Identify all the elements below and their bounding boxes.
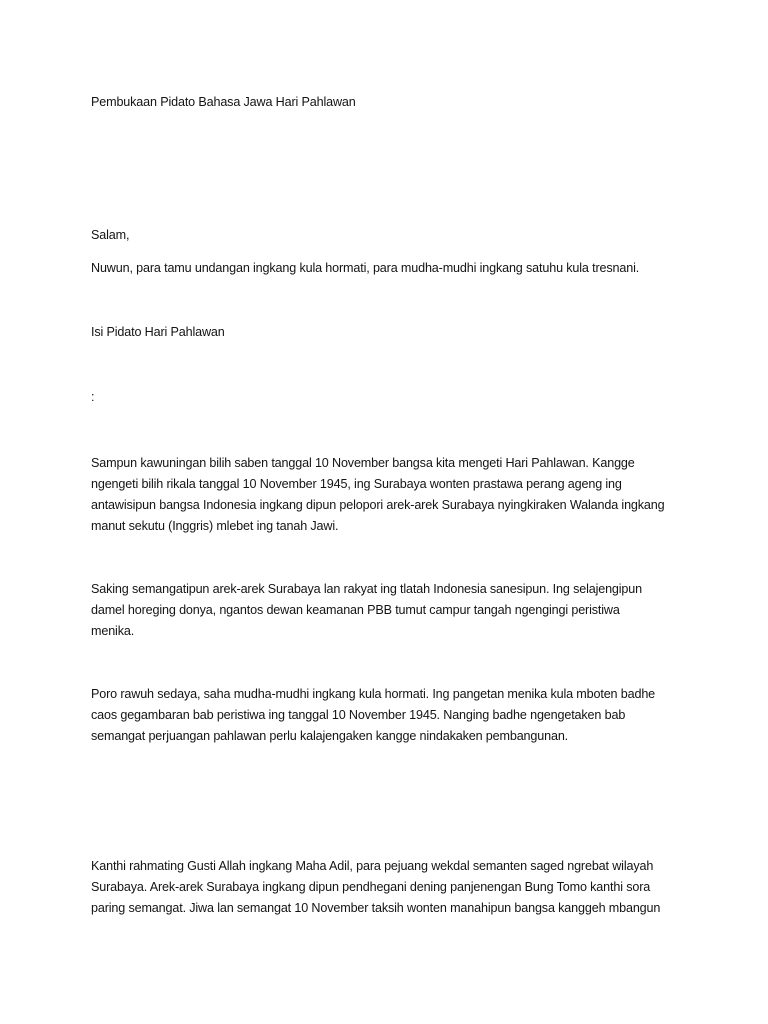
paragraph-2 — [91, 579, 691, 642]
section-heading: Isi Pidato Hari Pahlawan — [91, 325, 225, 339]
paragraph-1 — [91, 453, 691, 537]
colon-line: : — [91, 390, 95, 404]
paragraph-line: Saking semangatipun arek-arek Surabaya lan rakyat ing tlatah Indonesia sanesipun. Ing selajengipun — [91, 582, 642, 596]
paragraph-line: menika. — [91, 624, 135, 638]
greeting: Salam, — [91, 228, 130, 242]
document-title: Pembukaan Pidato Bahasa Jawa Hari Pahlawan — [91, 95, 356, 109]
paragraph-line: manut sekutu (Inggris) mlebet ing tanah Jawi. — [91, 519, 339, 533]
paragraph-4 — [91, 856, 691, 919]
paragraph-line: semangat perjuangan pahlawan perlu kalajengaken kangge nindakaken pembangunan. — [91, 729, 569, 743]
opening-line: Nuwun, para tamu undangan ingkang kula hormati, para mudha-mudhi ingkang satuhu kula tresnani. — [91, 261, 640, 275]
paragraph-line: antawisipun bangsa Indonesia ingkang dipun pelopori arek-arek Surabaya nyingkiraken Walanda ingkang — [91, 498, 665, 512]
paragraph-line: damel horeging donya, ngantos dewan keamanan PBB tumut campur tangah ngengingi peristiwa — [91, 603, 620, 617]
paragraph-line: Poro rawuh sedaya, saha mudha-mudhi ingkang kula hormati. Ing pangetan menika kula mboten badhe — [91, 687, 656, 701]
paragraph-3 — [91, 684, 691, 747]
paragraph-line: paring semangat. Jiwa lan semangat 10 November taksih wonten manahipun bangsa kanggeh mbangun — [91, 901, 661, 915]
paragraph-line: ngengeti bilih rikala tanggal 10 November 1945, ing Surabaya wonten prastawa perang ageng ing — [91, 477, 622, 491]
paragraph-line: Sampun kawuningan bilih saben tanggal 10 November bangsa kita mengeti Hari Pahlawan. Kangge — [91, 456, 635, 470]
paragraph-line: Surabaya. Arek-arek Surabaya ingkang dipun pendhegani dening panjenengan Bung Tomo kanthi sora — [91, 880, 651, 894]
paragraph-line: Kanthi rahmating Gusti Allah ingkang Maha Adil, para pejuang wekdal semanten saged ngrebat wilayah — [91, 859, 654, 873]
paragraph-line: caos gegambaran bab peristiwa ing tanggal 10 November 1945. Nanging badhe ngengetaken bab — [91, 708, 626, 722]
